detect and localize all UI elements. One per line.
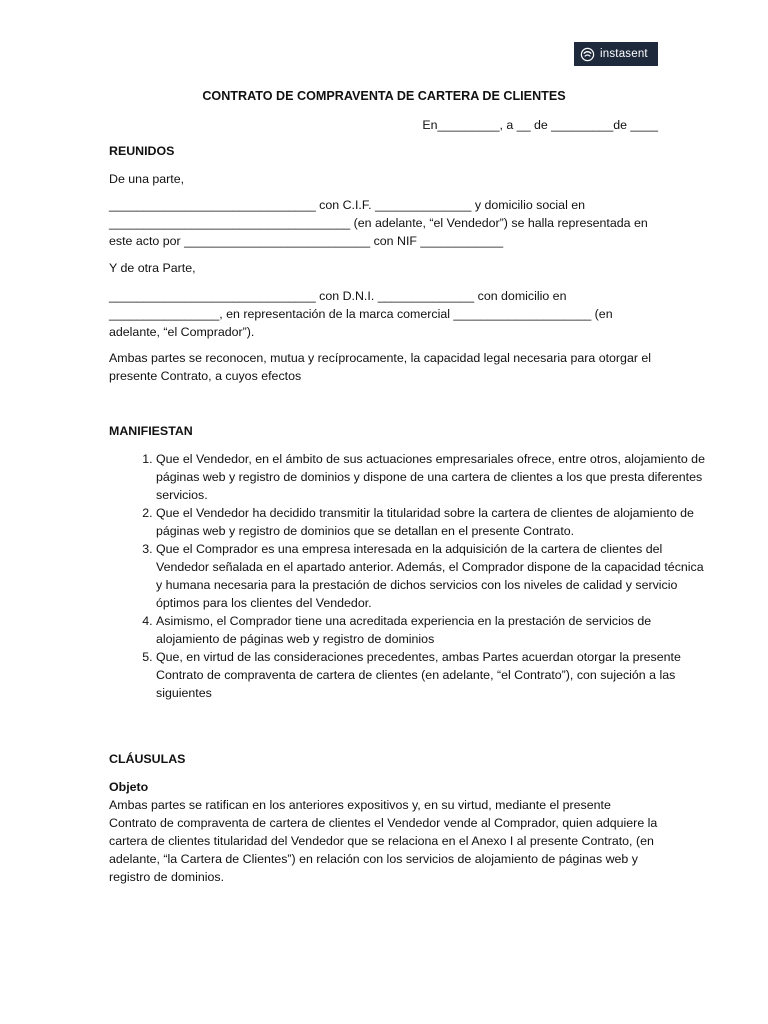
list-item: 5. Que, en virtud de las consideraciones precedentes, ambas Partes acuerdan otorgar la presente Contrato de compraventa de cartera de clientes (en adelante, “el Contrato”), con sujeción a las siguientes [156,648,706,702]
first-party-details: ______________________________ con C.I.F. ______________ y domicilio social en ___________________________________ (en adelante, “el Vendedor”) se halla representada en este acto por ___________________________ con NIF ____________ [109,198,648,248]
date-line: En_________, a __ de _________de ____ [422,118,658,132]
instasent-logo-icon [580,47,595,62]
first-party-intro: De una parte, [109,172,185,186]
list-item: 2. Que el Vendedor ha decidido transmitir la titularidad sobre la cartera de clientes de alojamiento de páginas web y registro de dominios que se detallan en el presente Contrato. [156,504,706,540]
brand-logo [574,42,658,66]
manifiestan-heading: MANIFIESTAN [109,424,193,438]
reunidos-heading: REUNIDOS [109,144,175,158]
second-party-details: ______________________________ con D.N.I. ______________ con domicilio en ________________, en representación de la marca comercial ____________________ (en adelante, “el Comprador”). [109,289,613,339]
objeto-heading: Objeto [109,780,149,794]
list-item: 1. Que el Vendedor, en el ámbito de sus actuaciones empresariales ofrece, entre otros, alojamiento de páginas web y registro de dominios y dispone de una cartera de clientes a los que presta diferentes servicios. [156,450,706,504]
document-title: CONTRATO DE COMPRAVENTA DE CARTERA DE CLIENTES [202,89,566,103]
objeto-paragraph: Ambas partes se ratifican en los anteriores expositivos y, en su virtud, mediante el presente Contrato de compraventa de cartera de clientes el Vendedor vende al Comprador, quien adquiere la cartera de clientes titularidad del Vendedor que se relaciona en el Anexo I al presente Contrato, (en adelante, “la Cartera de Clientes”) en relación con los servicios de alojamiento de páginas web y registro de dominios. [109,798,658,884]
second-party-intro: Y de otra Parte, [109,261,196,275]
logo-text: instasent [600,48,648,60]
list-item: 3. Que el Comprador es una empresa interesada en la adquisición de la cartera de clientes del Vendedor señalada en el apartado anterior. Además, el Comprador dispone de la capacidad técnica y humana necesaria para la prestación de dichos servicios con los niveles de calidad y servicio óptimos para los clientes del Vendedor. [156,540,706,612]
clausulas-heading: CLÁUSULAS [109,752,186,766]
list-item: 4. Asimismo, el Comprador tiene una acreditada experiencia en la prestación de servicios de alojamiento de páginas web y registro de dominios [156,612,706,648]
manifiestan-list [109,450,706,702]
legal-capacity-paragraph: Ambas partes se reconocen, mutua y recíprocamente, la capacidad legal necesaria para otorgar el presente Contrato, a cuyos efectos [109,351,652,383]
